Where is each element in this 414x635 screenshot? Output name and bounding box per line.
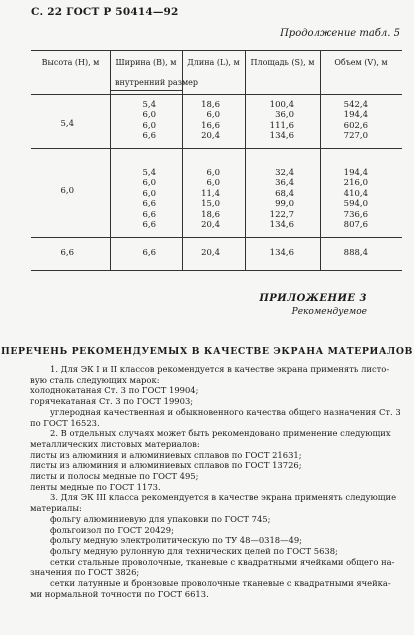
body-line: листы из алюминия и алюминиевых сплавов по ГОСТ 13726; xyxy=(30,460,302,471)
body-line: горячекатаная Ст. 3 по ГОСТ 19903; xyxy=(30,396,194,407)
body-line: листы и полосы медные по ГОСТ 495; xyxy=(30,471,199,482)
body-line: материалы: xyxy=(30,503,82,514)
group-2-width: 5,4 6,0 6,0 6,6 6,6 6,6 xyxy=(142,168,156,231)
column-divider-3 xyxy=(245,50,246,270)
body-line: фольгу алюминиевую для упаковки по ГОСТ 745; xyxy=(50,513,271,524)
body-line: 1. Для ЭК I и II классов рекомендуется в качестве экрана применять листо- xyxy=(50,364,390,374)
group-3-area: 134,6 xyxy=(269,248,294,258)
body-line: листы из алюминия и алюминиевых сплавов по ГОСТ 21631; xyxy=(30,449,302,460)
body-line: углеродная качественная и обыкновенного качества общего назначения Ст. 3 xyxy=(50,406,401,417)
group-1-volume: 542,4 194,4 602,6 727,0 xyxy=(343,100,368,142)
group-3-width: 6,6 xyxy=(142,248,156,258)
table-top-rule xyxy=(31,50,402,51)
group-3-height: 6,6 xyxy=(60,248,74,258)
table-continuation-label: Продолжение табл. 5 xyxy=(280,28,400,39)
body-line: вую сталь следующих марок: xyxy=(30,374,160,385)
body-line: значения по ГОСТ 3826; xyxy=(30,567,140,578)
body-line: ленты медные по ГОСТ 1173. xyxy=(30,481,161,492)
group-3-volume: 888,4 xyxy=(343,248,368,258)
body-line: фольгоизол по ГОСТ 20429; xyxy=(50,524,174,535)
group-2-length: 6,0 6,0 11,4 15,0 18,6 20,4 xyxy=(201,168,220,231)
group-1-area: 100,4 36,0 111,6 134,6 xyxy=(269,100,294,142)
body-text xyxy=(30,364,406,599)
body-line: фольгу медную рулонную для технических целей по ГОСТ 5638; xyxy=(50,545,338,556)
group-2-volume: 194,4 216,0 410,4 594,0 736,6 807,6 xyxy=(343,168,368,231)
header-bottom-rule xyxy=(31,94,402,95)
column-divider-1 xyxy=(110,50,111,270)
body-line: сетки стальные проволочные, тканевые с квадратными ячейками общего на- xyxy=(50,556,395,567)
column-divider-4 xyxy=(320,50,321,270)
column-header-width: Ширина (B), м xyxy=(115,58,177,67)
group-separator-1 xyxy=(31,148,402,149)
group-2-height: 6,0 xyxy=(60,186,74,196)
body-line: фольгу медную электролитическую по ТУ 48—0318—49; xyxy=(50,535,302,546)
column-header-volume: Объем (V), м xyxy=(334,58,388,67)
column-header-height: Высота (H), м xyxy=(41,58,100,67)
group-2-area: 32,4 36,4 68,4 99,0 122,7 134,6 xyxy=(269,168,294,231)
group-1-height: 5,4 xyxy=(60,119,74,129)
subheader-rule xyxy=(110,90,182,91)
group-3-length: 20,4 xyxy=(201,248,220,258)
page-header: С. 22 ГОСТ Р 50414—92 xyxy=(31,6,179,18)
column-header-area: Площадь (S), м xyxy=(250,58,315,67)
body-line: холоднокатаная Ст. 3 по ГОСТ 19904; xyxy=(30,385,199,396)
column-header-length: Длина (L), м xyxy=(187,58,240,67)
appendix-subtitle: Рекомендуемое xyxy=(291,307,367,317)
group-1-width: 5,4 6,0 6,0 6,6 xyxy=(142,100,156,142)
body-line: по ГОСТ 16523. xyxy=(30,417,100,428)
appendix-title: ПРИЛОЖЕНИЕ 3 xyxy=(259,293,367,304)
body-line: металлических листовых материалов: xyxy=(30,438,200,449)
group-separator-2 xyxy=(31,237,402,238)
body-line: 2. В отдельных случаях может быть рекомендовано применение следующих xyxy=(50,428,391,439)
body-line: 3. Для ЭК III класса рекомендуется в качестве экрана применять следующие xyxy=(50,492,397,503)
group-1-length: 18,6 6,0 16,6 20,4 xyxy=(201,100,220,142)
table-bottom-rule xyxy=(31,270,402,271)
section-title: ПЕРЕЧЕНЬ РЕКОМЕНДУЕМЫХ В КАЧЕСТВЕ ЭКРАНА МАТЕРИАЛОВ xyxy=(0,346,413,357)
body-line: ми нормальной точности по ГОСТ 6613. xyxy=(30,588,209,599)
body-line: сетки латунные и бронзовые проволочные тканевые с квадратными ячейка- xyxy=(50,578,391,589)
column-subheader: внутренний размер xyxy=(115,78,199,87)
